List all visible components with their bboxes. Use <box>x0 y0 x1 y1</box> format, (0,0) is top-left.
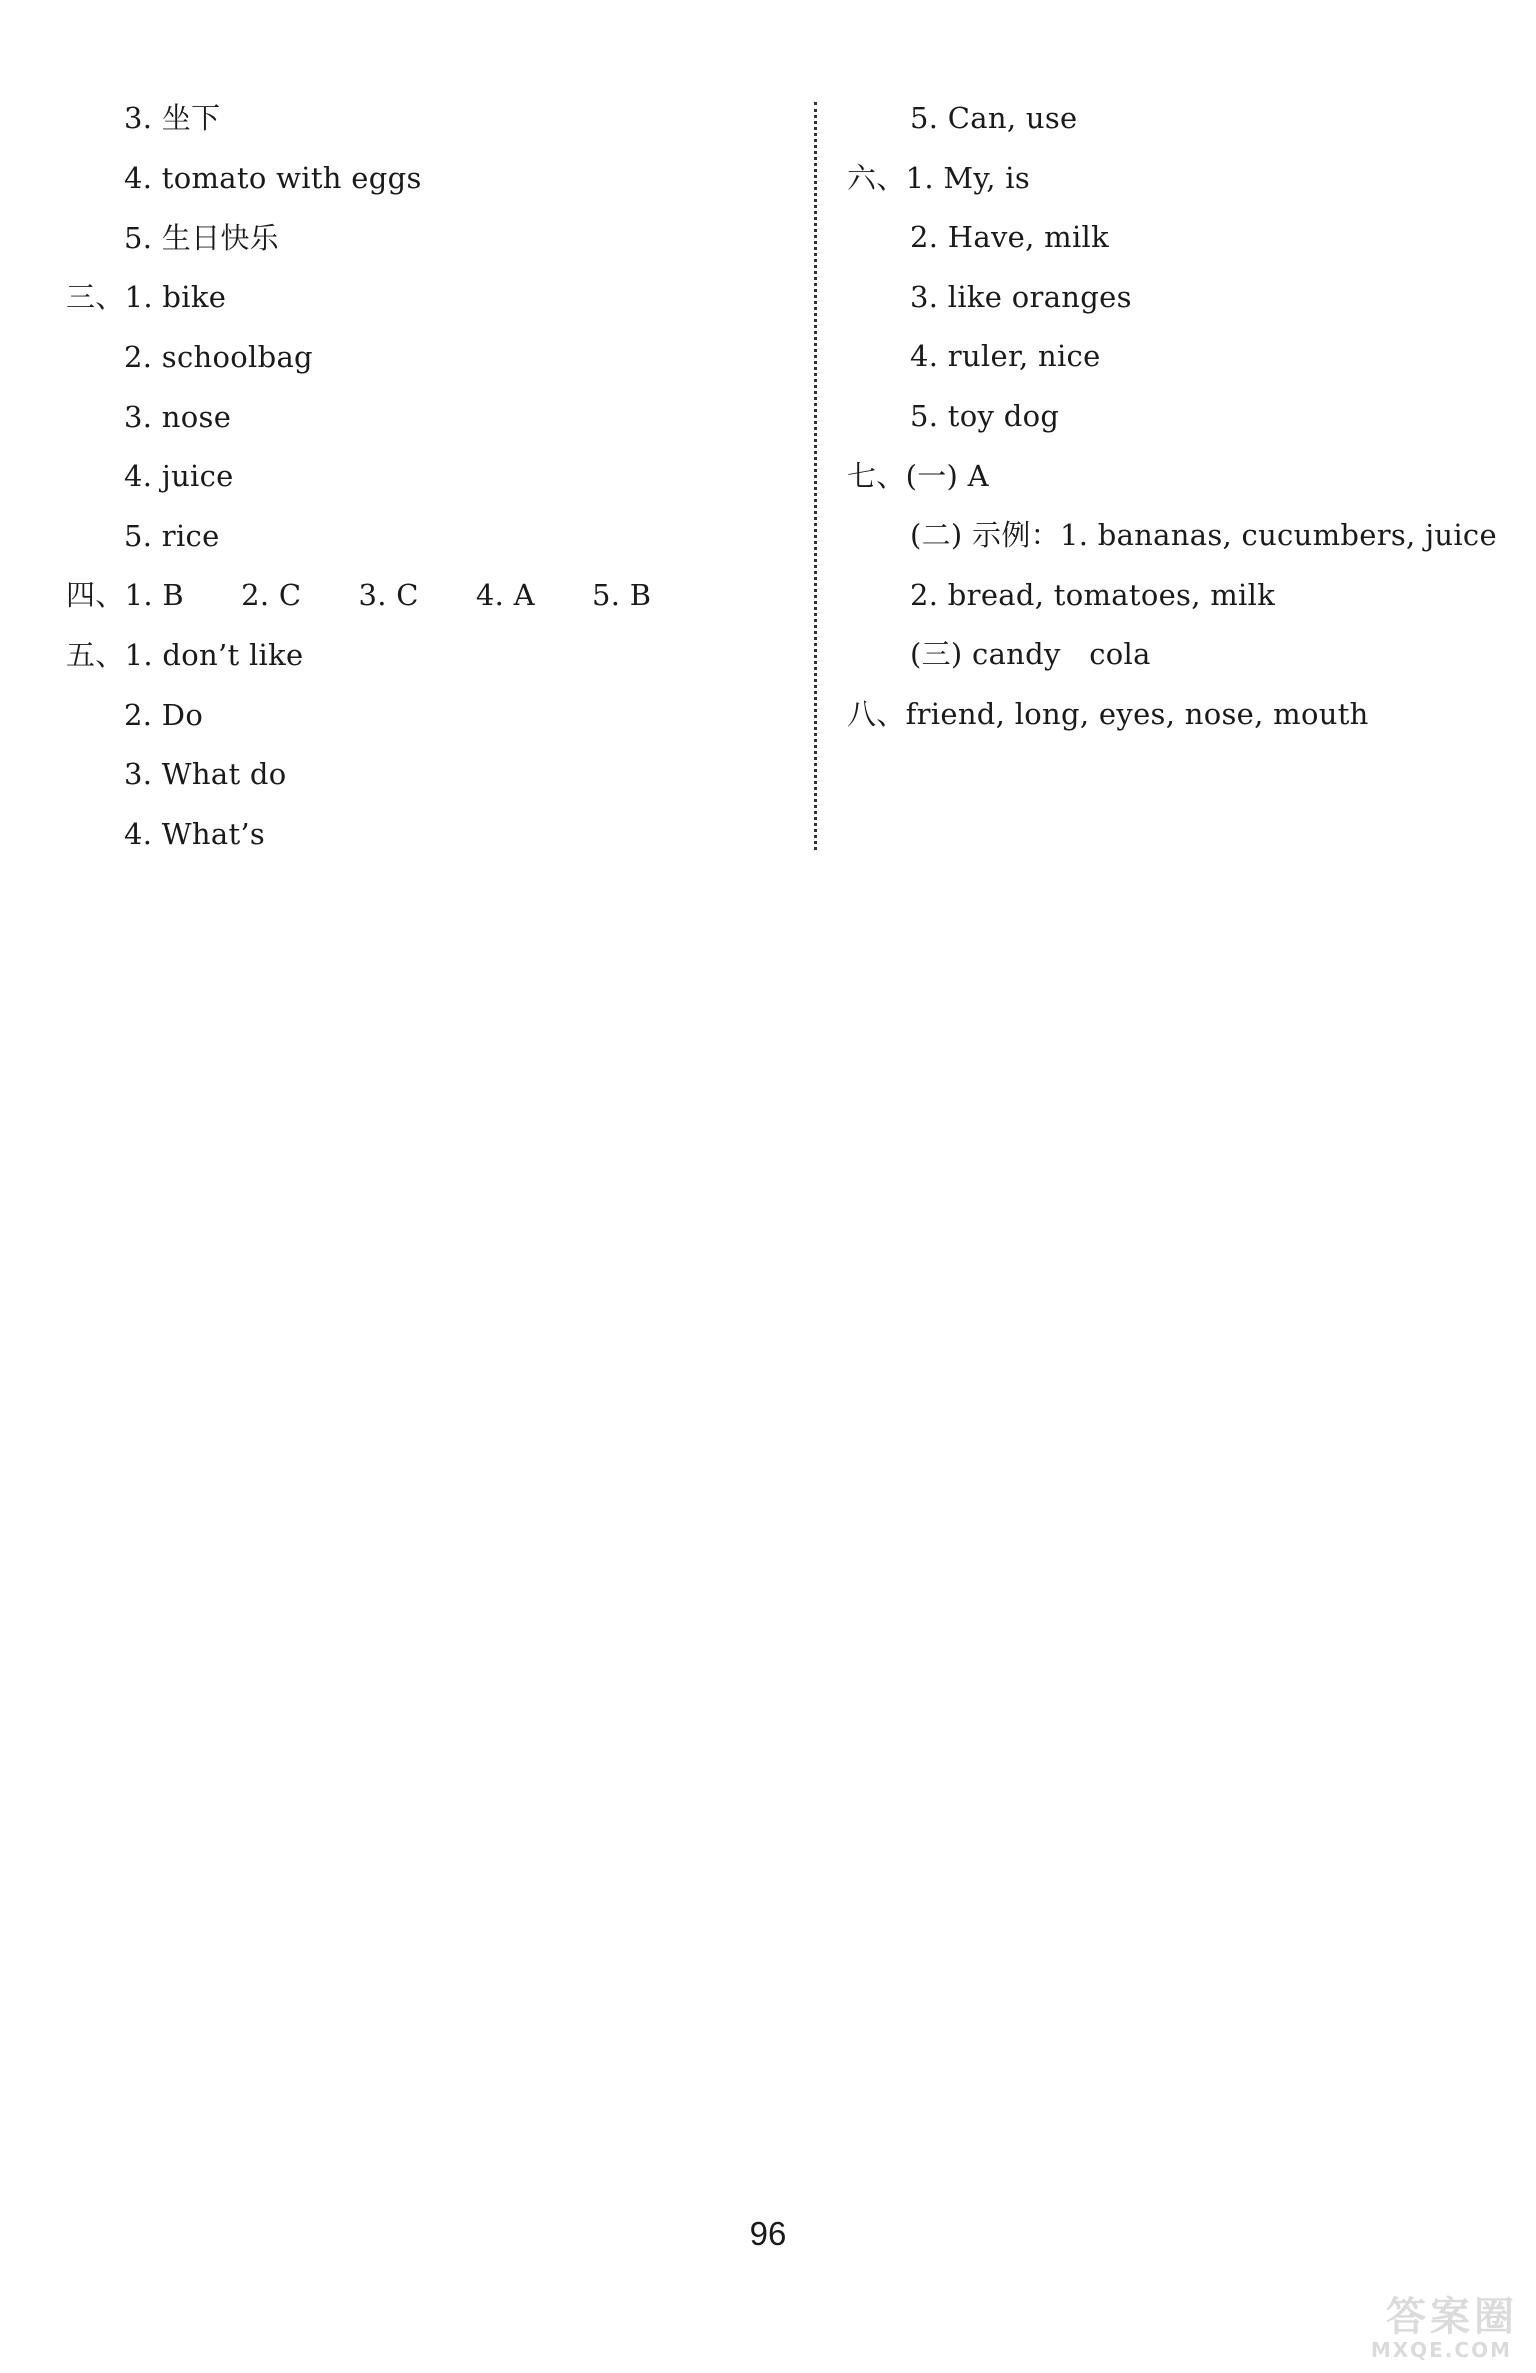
answer-line: 4. What’s <box>124 817 266 851</box>
answer-line: 3. like oranges <box>910 280 1132 314</box>
section-heading-line: 六、1. My, is <box>847 161 1031 195</box>
section-heading-line: 八、friend, long, eyes, nose, mouth <box>847 697 1369 731</box>
answer-line: 2. bread, tomatoes, milk <box>910 578 1276 612</box>
answer-line: (二) 示例：1. bananas, cucumbers, juice <box>910 518 1497 552</box>
section-heading-line: 四、1. B 2. C 3. C 4. A 5. B <box>66 578 652 612</box>
answer-line: 2. Do <box>124 698 204 732</box>
answer-line: 2. Have, milk <box>910 220 1109 254</box>
watermark-main-text: 答案圈 <box>1386 2294 1518 2340</box>
watermark-sub-text: MXQE.COM <box>1370 2338 1512 2362</box>
answer-line: 3. 坐下 <box>124 101 221 135</box>
section-heading-line: 七、(一) A <box>847 459 989 493</box>
column-divider <box>814 102 817 850</box>
answer-line: 4. tomato with eggs <box>124 161 422 195</box>
answer-line: 5. 生日快乐 <box>124 221 279 255</box>
answer-line: 2. schoolbag <box>124 340 313 374</box>
section-heading-line: 三、1. bike <box>66 280 227 314</box>
watermark-logo <box>1318 2295 1518 2365</box>
answer-line: 5. rice <box>124 519 220 553</box>
answer-line: 4. ruler, nice <box>910 339 1101 373</box>
answer-line: 4. juice <box>124 459 234 493</box>
answer-line: (三) candy cola <box>910 637 1151 671</box>
answer-line: 3. nose <box>124 400 232 434</box>
answer-line: 3. What do <box>124 757 287 791</box>
answer-line: 5. toy dog <box>910 399 1060 433</box>
page-number: 96 <box>749 2215 787 2252</box>
answer-line: 5. Can, use <box>910 101 1078 135</box>
section-heading-line: 五、1. don’t like <box>66 638 304 672</box>
